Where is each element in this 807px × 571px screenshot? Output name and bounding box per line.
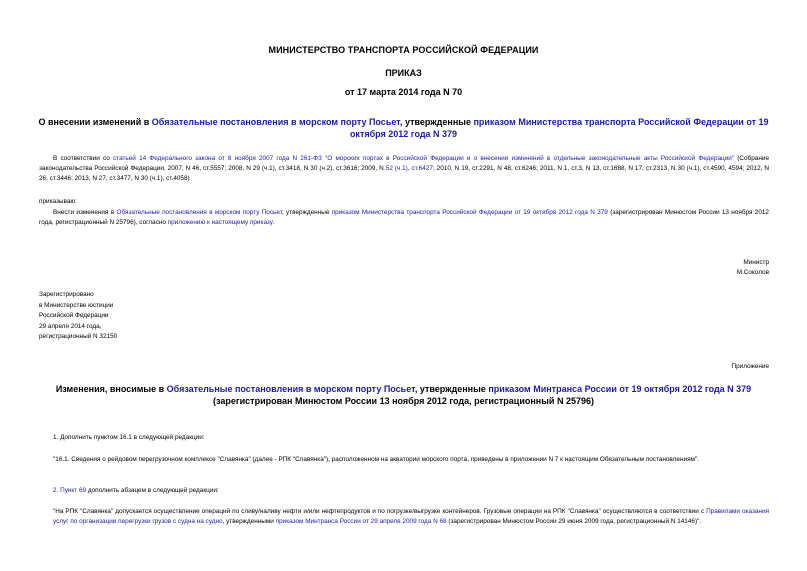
- appendix-quote-1: "16.1. Сведения о рейдовом перегрузочном комплексе "Славянка" (далее - РПК "Славянка"), расположенном на акватории морского порта, приведены в приложении N 7 к настоящим Обязательным постановлениям".: [53, 456, 699, 463]
- registration-line: в Министерстве юстиции: [39, 301, 114, 309]
- preamble-rest-a: (Собрание законодательства Российской Федерации, 2007, N 46, ст.5557; 2008, N 29 (ч.1), ст.3418, N 30 (ч.2), ст.3616; 2009, N: [39, 155, 769, 172]
- registration-line: 29 апреля 2014 года,: [39, 322, 102, 330]
- decree-mid1: , утвержденные: [281, 209, 332, 216]
- preamble-rest-b: ; 2010, N 19, ст.2291, N 48, ст.6246; 2011, N 1, ст.3, N 13, ст.1688, N 17, ст.2313, N 30 (ч.1), ст.4590, 4594; 2012, N 26, ст.3446; 2013, N 27, ст.3477, N 30 (ч.1), ст.4058): [39, 165, 769, 182]
- appendix-label: Приложение: [731, 363, 769, 370]
- quote-2-part-b: , утвержденными: [222, 518, 276, 525]
- signature-position: Министр: [743, 259, 769, 266]
- quote-2-part-a: "На РПК "Славянка" допускается осуществление операций по сливу/наливу нефти и/или нефтепродуктов и по погрузке/выгрузке контейнеров. Грузовые операции на РПК "Славянка" осуществляются в соответствии с: [53, 508, 707, 515]
- signature-name: М.Соколов: [736, 269, 769, 276]
- item-2-link[interactable]: 2. Пункт 69: [53, 487, 87, 494]
- document-title: [30, 116, 777, 140]
- decree-link-appendix[interactable]: приложению к настоящему приказу: [167, 219, 273, 226]
- title-link-order[interactable]: приказом Министерства транспорта Российской Федерации от 19 октября 2012 года N 379: [349, 117, 769, 139]
- appendix-title-link-port-regulations[interactable]: Обязательные постановления в морском порту Посьет: [166, 384, 415, 394]
- appendix-title-line1: [30, 383, 777, 395]
- registration-line: регистрационный N 32150: [39, 333, 118, 340]
- preamble-prefix: В соответствии со: [53, 155, 114, 162]
- registration-line: Российской Федерации: [39, 312, 109, 319]
- decree-link-port-regulations[interactable]: Обязательные постановления в морском порту Посьет: [116, 209, 282, 216]
- preamble-paragraph: [39, 154, 769, 184]
- registration-block: [39, 290, 117, 343]
- appendix-item-1: 1. Дополнить пунктом 16.1 в следующей редакции:: [53, 434, 205, 441]
- decree-mid2: (зарегистрирован Минюстом России 13 ноября 2012 года, регистрационный N 25796), согласно: [39, 209, 769, 226]
- appendix-item-2: [53, 487, 219, 494]
- preamble-collection-link[interactable]: 52 (ч.1), ст.6427: [385, 165, 433, 172]
- document-type-heading: ПРИКАЗ: [385, 68, 422, 78]
- appendix-title-mid: , утвержденные: [414, 384, 489, 394]
- quote-2-order-link[interactable]: приказом Минтранса России от 29 апреля 2009 года N 68: [275, 518, 447, 525]
- appendix-title-prefix: Изменения, вносимые в: [55, 384, 167, 394]
- title-link-port-regulations[interactable]: Обязательные постановления в морском порту Посьет: [151, 117, 400, 127]
- appendix-title-suffix: (зарегистрирован Минюстом России 13 ноября 2012 года, регистрационный N 25796): [213, 396, 594, 406]
- document-date: от 17 марта 2014 года N 70: [344, 87, 463, 97]
- decree-paragraph: [39, 208, 769, 228]
- decree-link-order[interactable]: приказом Министерства транспорта Российской Федерации от 19 октября 2012 года N 379: [331, 209, 608, 216]
- decree-prefix: Внести изменения в: [53, 209, 117, 216]
- quote-2-rules-link[interactable]: Правилами оказания услуг по организации перегрузки грузов с судна на судно: [53, 508, 769, 525]
- quote-2-part-c: (зарегистрирован Минюстом России 29 июня 2009 года, регистрационный N 14146)".: [446, 518, 702, 525]
- preamble-law-link[interactable]: статьей 14 Федерального закона от 8 ноября 2007 года N 261-ФЗ "О морских портах в Российской Федерации и о внесении изменений в отдельные законодательные акты Российской Федерации": [113, 155, 735, 162]
- appendix-quote-2: [53, 507, 769, 527]
- decree-word: приказываю:: [39, 198, 77, 205]
- registration-line: Зарегистрировано: [39, 291, 94, 298]
- appendix-title-link-order[interactable]: приказом Минтранса России от 19 октября 2012 года N 379: [488, 384, 752, 394]
- title-prefix: О внесении изменений в: [38, 117, 152, 127]
- appendix-title: [30, 383, 777, 407]
- decree-end: .: [272, 219, 275, 226]
- item-2-rest: дополнить абзацем в следующей редакции:: [86, 487, 219, 494]
- ministry-heading: МИНИСТЕРСТВО ТРАНСПОРТА РОССИЙСКОЙ ФЕДЕРАЦИИ: [268, 45, 539, 55]
- title-mid: , утвержденные: [399, 117, 474, 127]
